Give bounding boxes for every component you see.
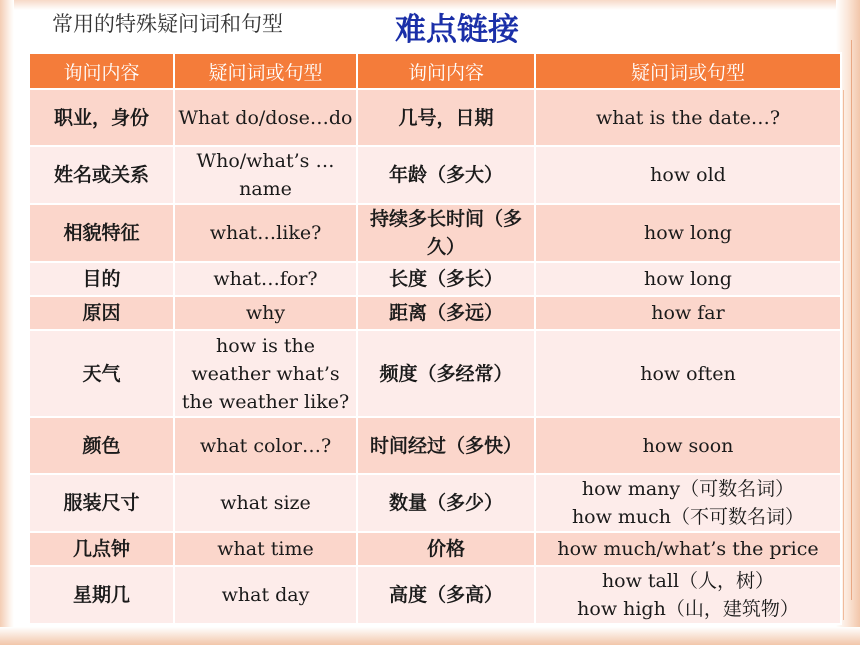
column-header: 询问内容 [29,53,174,89]
page-title: 难点链接 [395,12,519,48]
page-subtitle: 常用的特殊疑问词和句型 [52,12,283,36]
table-cell: how far [535,296,841,330]
table-cell: 频度（多经常） [357,330,535,417]
table-row [29,532,841,566]
table-cell: what color…? [174,417,357,474]
table-cell: how old [535,146,841,204]
table-row [29,474,841,532]
table-row [29,296,841,330]
cell-line: how much（不可数名词） [571,506,805,528]
question-words-table [28,52,842,625]
table-cell: 持续多长时间（多久） [357,204,535,262]
table-cell: 星期几 [29,566,174,624]
table-cell: 长度（多长） [357,262,535,296]
table-cell: 服装尺寸 [29,474,174,532]
table-cell: what…for? [174,262,357,296]
table-cell: 距离（多远） [357,296,535,330]
column-header: 疑问词或句型 [174,53,357,89]
table-row [29,89,841,146]
table-cell: 颜色 [29,417,174,474]
table-row [29,204,841,262]
table-cell: what day [174,566,357,624]
table-cell: 相貌特征 [29,204,174,262]
cell-line: how tall（人，树） [601,570,775,592]
table-cell: how often [535,330,841,417]
cell-line: how high（山，建筑物） [577,598,799,620]
table-row [29,262,841,296]
table-cell: 姓名或关系 [29,146,174,204]
table-cell: 天气 [29,330,174,417]
table-cell: 几号，日期 [357,89,535,146]
table-cell: how long [535,204,841,262]
table-cell: what…like? [174,204,357,262]
table-cell: 价格 [357,532,535,566]
table-cell: 数量（多少） [357,474,535,532]
column-header: 疑问词或句型 [535,53,841,89]
table-cell: 原因 [29,296,174,330]
table-header-row [29,53,841,89]
decorative-line [851,40,852,600]
table-cell: what size [174,474,357,532]
table-cell: why [174,296,357,330]
table-row [29,566,841,624]
table-cell: 职业，身份 [29,89,174,146]
table-cell [535,566,841,624]
cell-line: how many（可数名词） [581,478,795,500]
table-row [29,417,841,474]
frame-left-border [0,0,14,645]
table-cell: how long [535,262,841,296]
table-cell: 高度（多高） [357,566,535,624]
table-cell: 目的 [29,262,174,296]
table-cell: 年龄（多大） [357,146,535,204]
table-cell: 几点钟 [29,532,174,566]
frame-bottom-border [0,627,860,645]
table-cell: how much/what’s the price [535,532,841,566]
table-cell: what time [174,532,357,566]
table-cell: what is the date…? [535,89,841,146]
table-row [29,146,841,204]
column-header: 询问内容 [357,53,535,89]
table-cell [535,474,841,532]
table-cell: 时间经过（多快） [357,417,535,474]
table-cell: how is the weather what’s the weather like? [174,330,357,417]
table-row [29,330,841,417]
table-cell: What do/dose…do [174,89,357,146]
table-cell: Who/what’s …name [174,146,357,204]
decorative-line [843,90,844,620]
table-cell: how soon [535,417,841,474]
